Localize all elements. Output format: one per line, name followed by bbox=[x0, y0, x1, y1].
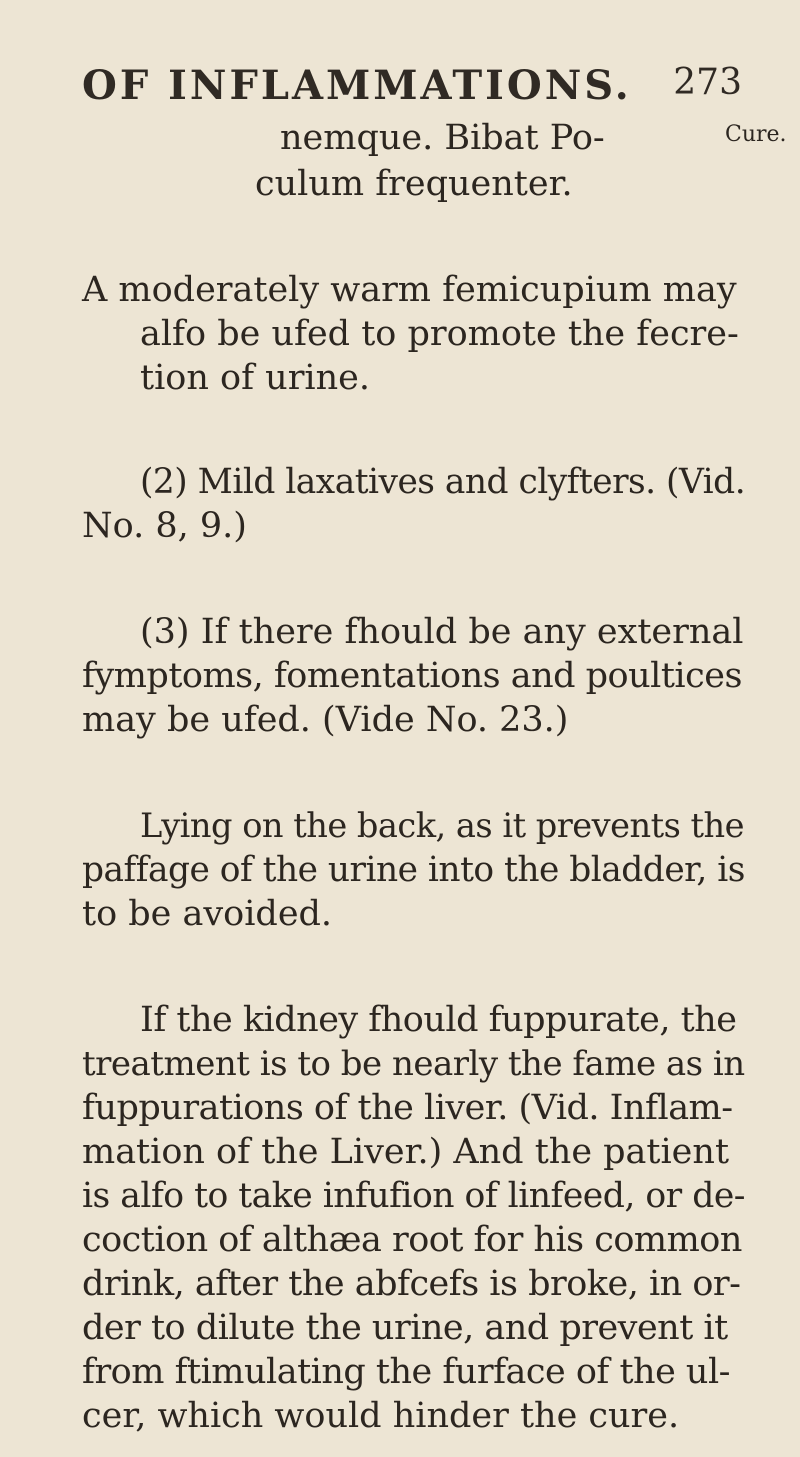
text-line: cer, which would hinder the cure. bbox=[82, 1396, 680, 1436]
text-line: to be avoided. bbox=[82, 894, 333, 934]
running-head: OF INFLAMMATIONS. bbox=[82, 62, 632, 109]
text-line: drink, after the abfcefs is broke, in or- bbox=[82, 1264, 741, 1304]
text-line: may be ufed. (Vide No. 23.) bbox=[82, 700, 569, 740]
text-line: (2) Mild laxatives and clyfters. (Vid. bbox=[140, 462, 746, 502]
text-line: coction of althæa root for his common bbox=[82, 1220, 742, 1260]
margin-note: Cure. bbox=[725, 122, 787, 147]
text-line: Lying on the back, as it prevents the bbox=[140, 806, 745, 845]
text-line: treatment is to be nearly the fame as in bbox=[82, 1044, 745, 1084]
text-line: alfo be ufed to promote the fecre- bbox=[140, 314, 739, 354]
text-line: is alfo to take infufion of linfeed, or de- bbox=[82, 1176, 745, 1216]
text-line: paffage of the urine into the bladder, is bbox=[82, 850, 745, 890]
page-header bbox=[82, 62, 742, 112]
text-line: No. 8, 9.) bbox=[82, 506, 247, 546]
text-line: fymptoms, fomentations and poultices bbox=[82, 656, 742, 696]
text-line: A moderately warm femicupium may bbox=[82, 270, 737, 310]
text-line: culum frequenter. bbox=[255, 164, 573, 204]
text-line: tion of urine. bbox=[140, 358, 370, 398]
text-line: nemque. Bibat Po- bbox=[280, 118, 605, 158]
text-line: (3) If there fhould be any external bbox=[140, 612, 744, 652]
page-number: 273 bbox=[673, 62, 742, 103]
text-line: der to dilute the urine, and prevent it bbox=[82, 1308, 728, 1348]
text-line: from ftimulating the furface of the ul- bbox=[82, 1352, 730, 1392]
text-line: fuppurations of the liver. (Vid. Inflam- bbox=[82, 1088, 733, 1128]
text-line: If the kidney fhould fuppurate, the bbox=[140, 1000, 737, 1040]
text-line: mation of the Liver.) And the patient bbox=[82, 1132, 730, 1172]
